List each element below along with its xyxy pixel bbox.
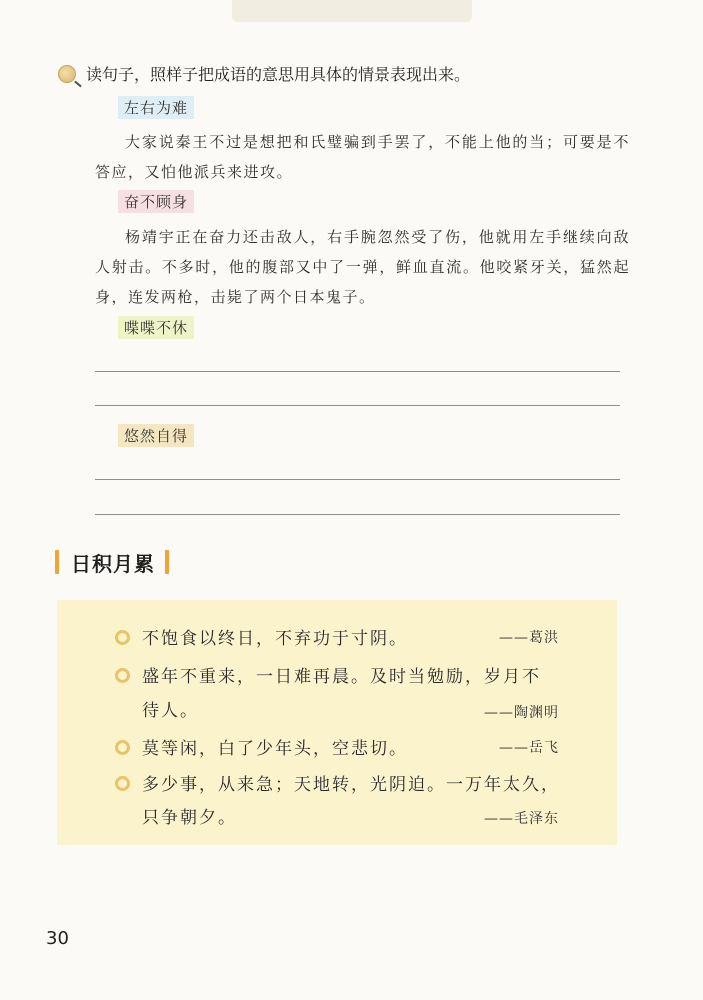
idiom-tag-4: 悠然自得 [118,424,194,447]
quote-line: 不饱食以终日，不弃功于寸阴。 [142,629,408,649]
answer-line-4a[interactable] [95,479,620,480]
idiom-example-2: 杨靖宇正在奋力还击敌人，右手腕忽然受了伤，他就用左手继续向敌人射击。不多时，他的腹部又中了一弹，鲜血直流。他咬紧牙关，猛然起身，连发两枪，击毙了两个日本鬼子。 [95,228,630,306]
quote-line: 莫等闲，白了少年头，空悲切。 [142,739,408,759]
idiom-tag-3: 喋喋不休 [118,316,194,339]
bullet-icon [115,668,130,683]
section-heading [55,547,169,577]
exercise-number-icon [58,65,76,83]
quote-author: ——葛洪 [499,630,559,646]
bullet-icon [115,740,130,755]
quote-line: 盛年不重来，一日难再晨。及时当勉励，岁月不 [142,667,541,687]
idiom-example-1: 大家说秦王不过是想把和氏璧骗到手罢了，不能上他的当；可要是不答应，又怕他派兵来进攻。 [95,133,630,181]
quote-line: 只争朝夕。 [142,808,237,828]
answer-line-4b[interactable] [95,514,620,515]
quote-author: ——毛泽东 [484,811,559,827]
exercise-instruction [58,62,658,85]
idiom-tag-1: 左右为难 [118,96,194,119]
header-band [232,0,472,22]
page-number: 30 [46,928,69,949]
answer-line-3a[interactable] [95,371,620,372]
pencil-icon [74,81,81,88]
quote-line: 多少事，从来急；天地转，光阴迫。一万年太久， [142,775,560,795]
instruction-text: 读句子，照样子把成语的意思用具体的情景表现出来。 [86,65,471,84]
answer-line-3b[interactable] [95,405,620,406]
heading-bar-right [165,550,169,574]
heading-bar-left [55,550,59,574]
bullet-icon [115,630,130,645]
quote-author: ——陶渊明 [484,705,559,721]
quotes-box [57,600,617,845]
bullet-icon [115,776,130,791]
section-title: 日积月累 [71,551,155,576]
idiom-tag-2: 奋不顾身 [118,190,194,213]
quote-author: ——岳飞 [499,740,559,756]
quote-line: 待人。 [142,701,199,721]
